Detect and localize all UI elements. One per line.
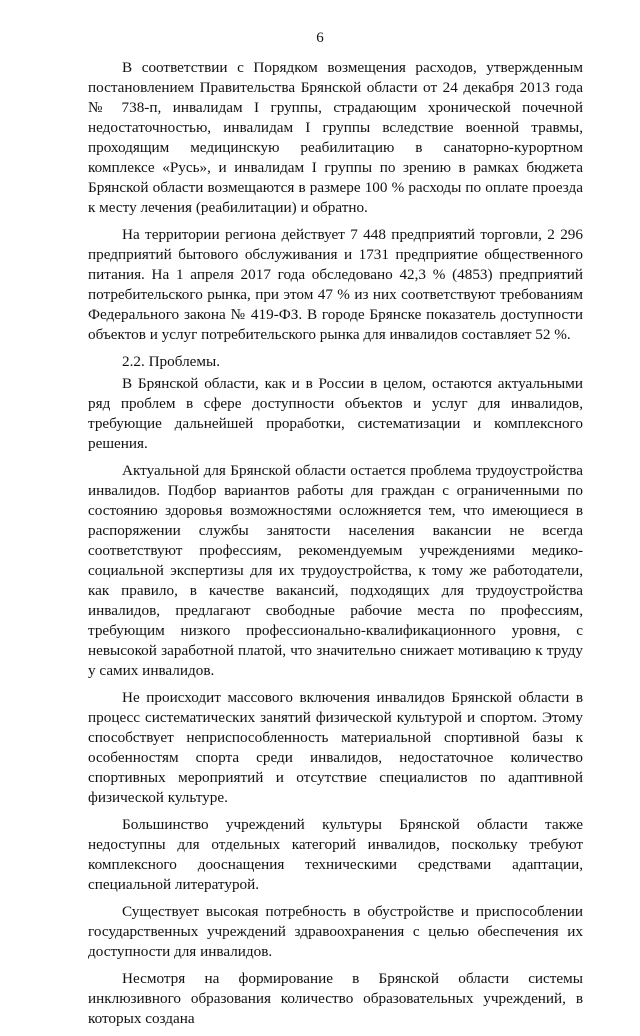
page-number: 6 bbox=[316, 30, 324, 46]
paragraph-employment: Актуальной для Брянской области остается проблема трудоустройства инвалидов. Подбор вариантов работы для граждан с ограниченными по состоянию здоровья возможностями осложняется тем, что имеющиеся в распоряжении службы занятости населения вакансии не всегда соответствуют профессиям, рекомендуемым учреждениями медико-социальной экспертизы для их трудоустройства, к тому же работодатели, как правило, в качестве вакансий, подходящих для трудоустройства инвалидов, предлагают свободные рабочие места по профессиям, требующим низкого профессионально-квалификационного уровня, с невысокой заработной платой, что значительно снижает мотивацию к труду у самих инвалидов. bbox=[88, 462, 583, 679]
document-body bbox=[88, 58, 583, 1036]
paragraph-culture: Большинство учреждений культуры Брянской области также недоступны для отдельных категорий инвалидов, поскольку требуют комплексного дооснащения техническими средствами адаптации, специальной литературой. bbox=[88, 816, 583, 893]
paragraph-problems-intro: В Брянской области, как и в России в целом, остаются актуальными ряд проблем в сфере доступности объектов и услуг для инвалидов, требующие дальнейшей проработки, систематизации и комплексного решения. bbox=[88, 375, 583, 452]
paragraph-sport: Не происходит массового включения инвалидов Брянской области в процесс систематических занятий физической культурой и спортом. Этому способствует неприспособленность материальной спортивной базы к особенностям спорта среди инвалидов, недостаточное количество спортивных мероприятий и отсутствие специалистов по адаптивной физической культуре. bbox=[88, 689, 583, 806]
section-heading: 2.2. Проблемы. bbox=[122, 353, 221, 370]
paragraph-healthcare: Существует высокая потребность в обустройстве и приспособлении государственных учреждений здравоохранения с целью обеспечения их доступности для инвалидов. bbox=[88, 903, 583, 960]
paragraph-education: Несмотря на формирование в Брянской области системы инклюзивного образования количество образовательных учреждений, в которых создана bbox=[88, 970, 583, 1027]
paragraph-consumer-market: На территории региона действует 7 448 предприятий торговли, 2 296 предприятий бытового обслуживания и 1731 предприятие общественного питания. На 1 апреля 2017 года обследовано 42,3 % (4853) предприятий потребительского рынка, при этом 47 % из них соответствуют требованиям Федерального закона № 419-ФЗ. В городе Брянске показатель доступности объектов и услуг потребительского рынка для инвалидов составляет 52 %. bbox=[88, 226, 583, 343]
paragraph-reimbursement: В соответствии с Порядком возмещения расходов, утвержденным постановлением Правительства Брянской области от 24 декабря 2013 года № 738-п, инвалидам I группы, страдающим хронической почечной недостаточностью, инвалидам I группы вследствие военной травмы, проходящим медицинскую реабилитацию в санаторно-курортном комплексе «Русь», и инвалидам I группы по зрению в рамках бюджета Брянской области возмещаются в размере 100 % расходы по оплате проезда к месту лечения (реабилитации) и обратно. bbox=[88, 59, 583, 216]
